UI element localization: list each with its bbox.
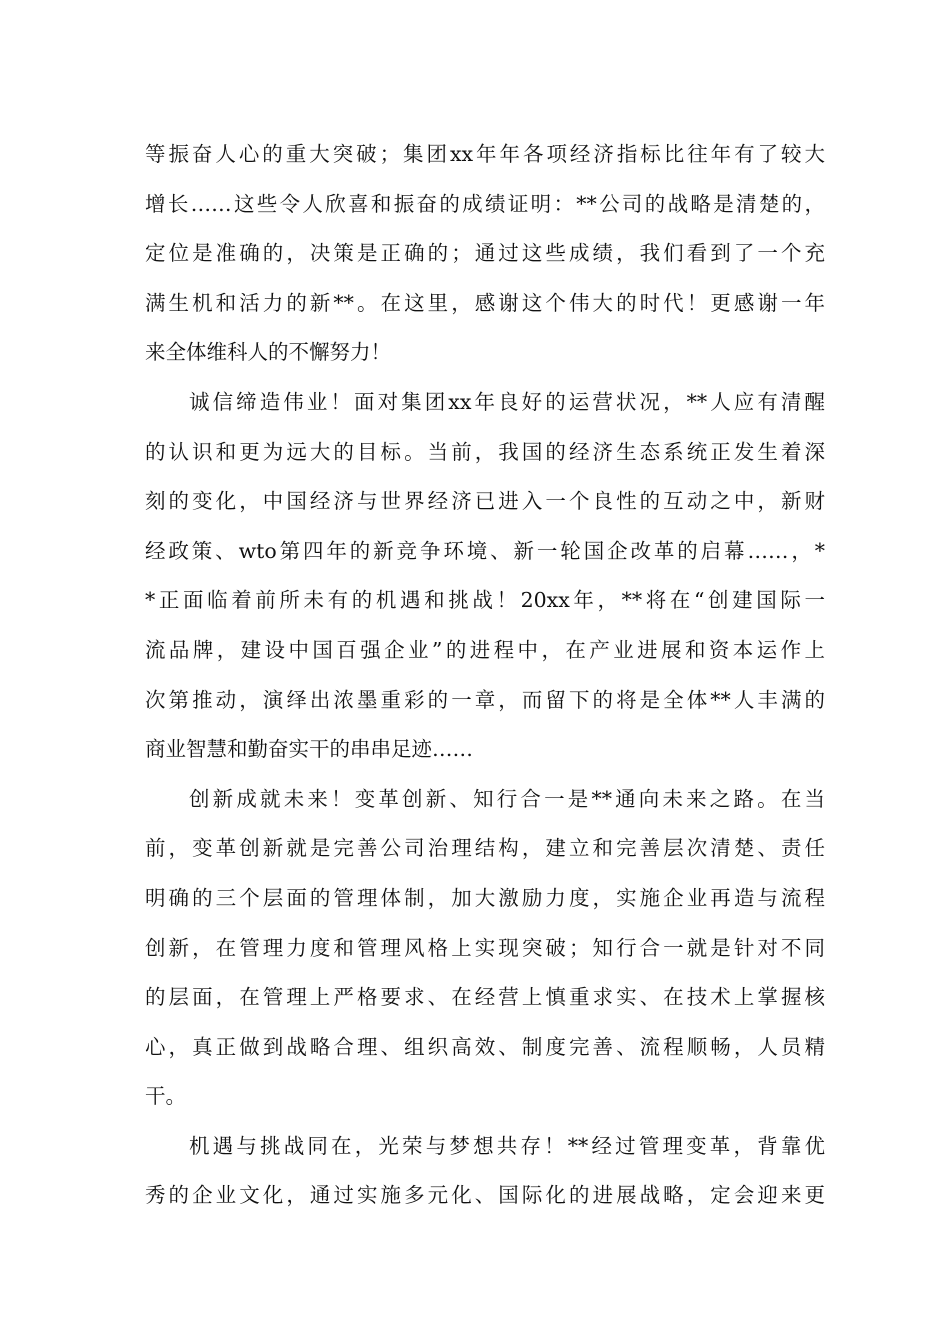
text-line: 经政策、wto第四年的新竞争环境、新一轮国企改革的启幕……，* <box>145 538 825 563</box>
text-line: 的认识和更为远大的目标。当前，我国的经济生态系统正发生着深 <box>145 439 825 464</box>
text-line: 商业智慧和勤奋实干的串串足迹…… <box>145 737 473 762</box>
text-line: 来全体维科人的不懈努力！ <box>145 340 391 365</box>
text-line: 等振奋人心的重大突破；集团xx年年各项经济指标比往年有了较大 <box>145 142 825 166</box>
text-line: 次第推动，演绎出浓墨重彩的一章，而留下的将是全体**人丰满的 <box>145 687 825 712</box>
text-line: 增长……这些令人欣喜和振奋的成绩证明：**公司的战略是清楚的， <box>145 191 825 216</box>
text-line: 心，真正做到战略合理、组织高效、制度完善、流程顺畅，人员精 <box>145 1034 825 1059</box>
text-line: 干。 <box>145 1084 186 1109</box>
paragraph-first-line: 创新成就未来！变革创新、知行合一是**通向未来之路。在当 <box>189 786 825 811</box>
body-text <box>145 130 825 1221</box>
paragraph-first-line: 诚信缔造伟业！面对集团xx年良好的运营状况，**人应有清醒 <box>189 389 825 414</box>
text-line: 定位是准确的，决策是正确的；通过这些成绩，我们看到了一个充 <box>145 241 825 266</box>
text-line: 刻的变化，中国经济与世界经济已进入一个良性的互动之中，新财 <box>145 489 825 514</box>
text-line: 流品牌，建设中国百强企业”的进程中，在产业进展和资本运作上 <box>145 637 825 662</box>
text-line: 前，变革创新就是完善公司治理结构，建立和完善层次清楚、责任 <box>145 836 825 861</box>
text-line: 明确的三个层面的管理体制，加大激励力度，实施企业再造与流程 <box>145 885 825 910</box>
paragraph-first-line: 机遇与挑战同在，光荣与梦想共存！**经过管理变革，背靠优 <box>189 1133 825 1158</box>
text-line: 满生机和活力的新**。在这里，感谢这个伟大的时代！更感谢一年 <box>145 290 825 315</box>
text-line: *正面临着前所未有的机遇和挑战！20xx年，**将在“创建国际一 <box>145 588 825 613</box>
text-line: 创新，在管理力度和管理风格上实现突破；知行合一就是针对不同 <box>145 935 825 960</box>
text-line: 秀的企业文化，通过实施多元化、国际化的进展战略，定会迎来更 <box>145 1183 825 1208</box>
text-line: 的层面，在管理上严格要求、在经营上慎重求实、在技术上掌握核 <box>145 985 825 1010</box>
